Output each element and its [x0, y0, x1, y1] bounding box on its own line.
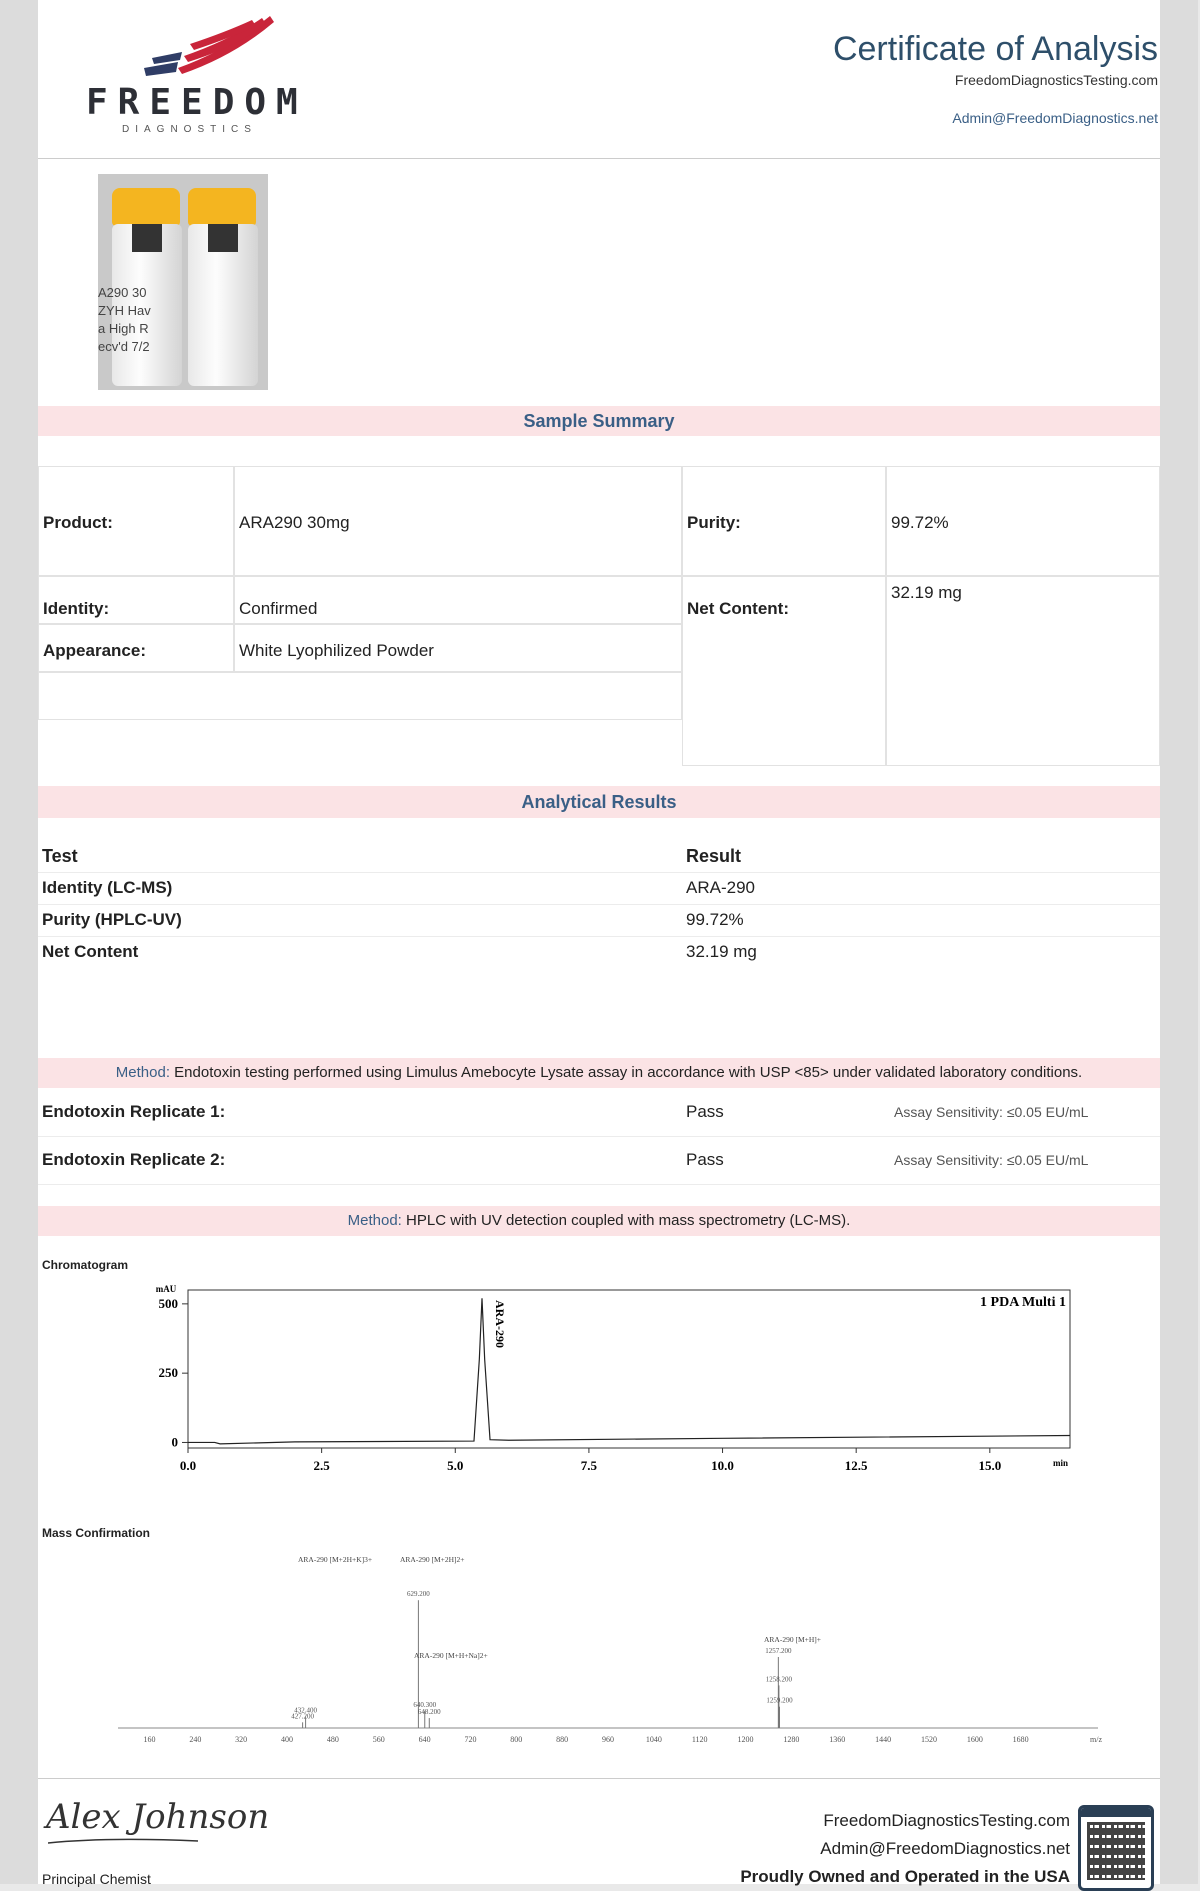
vial-neck — [208, 224, 238, 252]
x-tick-label: 12.5 — [844, 1458, 868, 1473]
y-tick-label: 250 — [158, 1365, 178, 1381]
x-tick-label: 0.0 — [179, 1458, 197, 1473]
x-tick-label: 1280 — [783, 1735, 800, 1744]
vial-label-line: a High R — [98, 321, 149, 336]
chromatogram-svg — [38, 1278, 1160, 1526]
table-row — [38, 904, 1160, 937]
method-label: Method: — [347, 1212, 402, 1229]
analytical-header-row — [38, 840, 1160, 873]
test-name: Net Content — [42, 942, 139, 961]
x-tick-label: 7.5 — [580, 1458, 598, 1473]
identity-label: Identity: — [43, 599, 110, 618]
peak-mz-label: 648.200 — [417, 1708, 441, 1717]
x-tick-label: 1680 — [1012, 1735, 1029, 1744]
x-tick-label: 560 — [372, 1735, 385, 1744]
x-axis-title: m/z — [1090, 1735, 1102, 1744]
y-tick-label: 0 — [171, 1434, 178, 1450]
mass-spectrum-chart — [38, 1546, 1160, 1776]
x-tick-label: 1520 — [920, 1735, 937, 1744]
purity-value: 99.72% — [891, 513, 949, 532]
annotation: ARA-290 [M+2H]2+ — [400, 1555, 465, 1564]
x-tick-label: 960 — [602, 1735, 614, 1744]
endotoxin-result: Pass — [686, 1150, 724, 1169]
annotation: ARA-290 [M+H+Na]2+ — [414, 1651, 488, 1660]
method-text: HPLC with UV detection coupled with mass spectrometry (LC-MS). — [406, 1212, 851, 1229]
sample-summary-table — [38, 466, 1160, 766]
page-title: Certificate of Analysis — [832, 30, 1158, 68]
column-test: Test — [42, 846, 78, 866]
annotation: ARA-290 [M+H]+ — [764, 1635, 821, 1644]
vial-cap — [112, 188, 180, 226]
assay-sensitivity: Assay Sensitivity: ≤0.05 EU/mL — [894, 1104, 1089, 1120]
footer-email[interactable]: Admin@FreedomDiagnostics.net — [820, 1839, 1070, 1858]
peak-mz-label: 640.300 — [413, 1700, 437, 1709]
vial-neck — [132, 224, 162, 252]
endotoxin-row — [38, 1090, 1160, 1137]
x-tick-label: 720 — [464, 1735, 477, 1744]
sample-summary-header — [38, 406, 1160, 436]
left-margin — [0, 0, 38, 1884]
appearance-label: Appearance: — [43, 641, 146, 660]
flag-logo-icon — [138, 10, 278, 80]
x-tick-label: 400 — [281, 1735, 294, 1744]
certificate-page — [38, 0, 1160, 1887]
x-tick-label: 800 — [510, 1735, 523, 1744]
peak-mz-label: 432.400 — [294, 1706, 317, 1715]
x-tick-label: 240 — [189, 1735, 202, 1744]
signature: Alex Johnson — [46, 1797, 270, 1837]
test-result: 32.19 mg — [686, 942, 757, 961]
net-content-value: 32.19 mg — [891, 583, 962, 602]
x-tick-label: 15.0 — [978, 1458, 1002, 1473]
mass-confirmation-label: Mass Confirmation — [42, 1526, 151, 1540]
method-label: Method: — [115, 1064, 170, 1081]
chromatogram-label: Chromatogram — [42, 1258, 129, 1272]
qr-code-icon[interactable] — [1078, 1805, 1154, 1891]
x-tick-label: 880 — [556, 1735, 569, 1744]
plot-frame — [188, 1290, 1070, 1448]
peak-mz-label: 427.200 — [291, 1712, 314, 1721]
endotoxin-row — [38, 1138, 1160, 1185]
y-tick-label: 500 — [158, 1295, 178, 1311]
test-name: Purity (HPLC-UV) — [42, 910, 182, 929]
x-tick-label: 1200 — [737, 1735, 754, 1744]
annotation: ARA-290 [M+2H+K]3+ — [298, 1555, 373, 1564]
analytical-results-header — [38, 786, 1160, 818]
peak-mz-label: 1257.200 — [765, 1647, 792, 1655]
x-tick-label: 1360 — [829, 1735, 846, 1744]
footer — [38, 1778, 1160, 1885]
endotoxin-method — [38, 1058, 1160, 1088]
sample-summary-title: Sample Summary — [523, 411, 675, 431]
mass-spectrum-svg — [38, 1546, 1160, 1776]
header-website[interactable]: FreedomDiagnosticsTesting.com — [954, 72, 1158, 88]
peak-mz-label: 629.200 — [407, 1590, 430, 1599]
peak-mz-label: 1258.200 — [765, 1675, 793, 1684]
x-tick-label: 5.0 — [447, 1458, 464, 1473]
peak-mz-label: 1259.200 — [766, 1696, 793, 1705]
method-text: Endotoxin testing performed using Limulus Amebocyte Lysate assay in accordance with USP <85> under validated laboratory conditions. — [174, 1064, 1083, 1081]
product-photo — [98, 174, 268, 390]
qr-pattern — [1087, 1822, 1145, 1880]
endotoxin-label: Endotoxin Replicate 2: — [42, 1150, 226, 1169]
x-tick-label: 1040 — [645, 1735, 662, 1744]
chromatogram-chart — [38, 1278, 1160, 1526]
empty-cell — [38, 672, 682, 720]
test-result: 99.72% — [686, 910, 744, 929]
x-tick-label: 320 — [235, 1735, 248, 1744]
footer-website[interactable]: FreedomDiagnosticsTesting.com — [823, 1811, 1070, 1830]
x-tick-label: 640 — [418, 1735, 431, 1744]
footer-ownership: Proudly Owned and Operated in the USA — [740, 1867, 1070, 1886]
qr-header-bar — [1081, 1808, 1151, 1817]
x-tick-label: 1440 — [875, 1735, 892, 1744]
product-value: ARA290 30mg — [239, 513, 350, 532]
logo-wordmark: FREEDOM — [86, 82, 308, 123]
chromatogram-trace — [188, 1298, 1070, 1444]
vial-cap — [188, 188, 256, 226]
signature-underline — [48, 1835, 208, 1847]
identity-value: Confirmed — [239, 599, 318, 618]
x-tick-label: 480 — [326, 1735, 339, 1744]
right-margin — [1160, 0, 1198, 1884]
hplc-method — [38, 1206, 1160, 1236]
purity-label: Purity: — [687, 513, 741, 532]
x-tick-label: 2.5 — [313, 1458, 330, 1473]
test-result: ARA-290 — [686, 878, 755, 897]
y-axis-title: mAU — [155, 1284, 177, 1294]
chart-legend: 1 PDA Multi 1 — [980, 1295, 1066, 1310]
x-tick-label: 1120 — [691, 1735, 708, 1744]
signer-title: Principal Chemist — [42, 1871, 151, 1887]
net-content-label: Net Content: — [687, 599, 789, 618]
assay-sensitivity: Assay Sensitivity: ≤0.05 EU/mL — [894, 1152, 1089, 1168]
endotoxin-result: Pass — [686, 1102, 724, 1121]
vial-label-line: ZYH Hav — [98, 303, 151, 318]
analytical-results-title: Analytical Results — [521, 792, 677, 812]
vial-label — [98, 284, 151, 356]
table-row — [38, 936, 1160, 968]
endotoxin-label: Endotoxin Replicate 1: — [42, 1102, 226, 1121]
header — [38, 0, 1160, 159]
vial-label-line: A290 30 — [98, 285, 147, 300]
test-name: Identity (LC-MS) — [42, 878, 173, 897]
peak-label: ARA-290 — [493, 1300, 507, 1348]
table-row — [38, 872, 1160, 905]
product-label: Product: — [43, 513, 113, 532]
x-tick-label: 10.0 — [711, 1458, 734, 1473]
x-tick-label: 160 — [143, 1735, 156, 1744]
appearance-value: White Lyophilized Powder — [239, 641, 434, 660]
header-email[interactable]: Admin@FreedomDiagnostics.net — [952, 110, 1158, 126]
logo-subtitle: DIAGNOSTICS — [122, 124, 257, 135]
vial-label-line: ecv'd 7/2 — [98, 339, 150, 354]
column-result: Result — [686, 846, 742, 866]
x-tick-label: 1600 — [966, 1735, 983, 1744]
x-axis-title: min — [1052, 1458, 1068, 1468]
